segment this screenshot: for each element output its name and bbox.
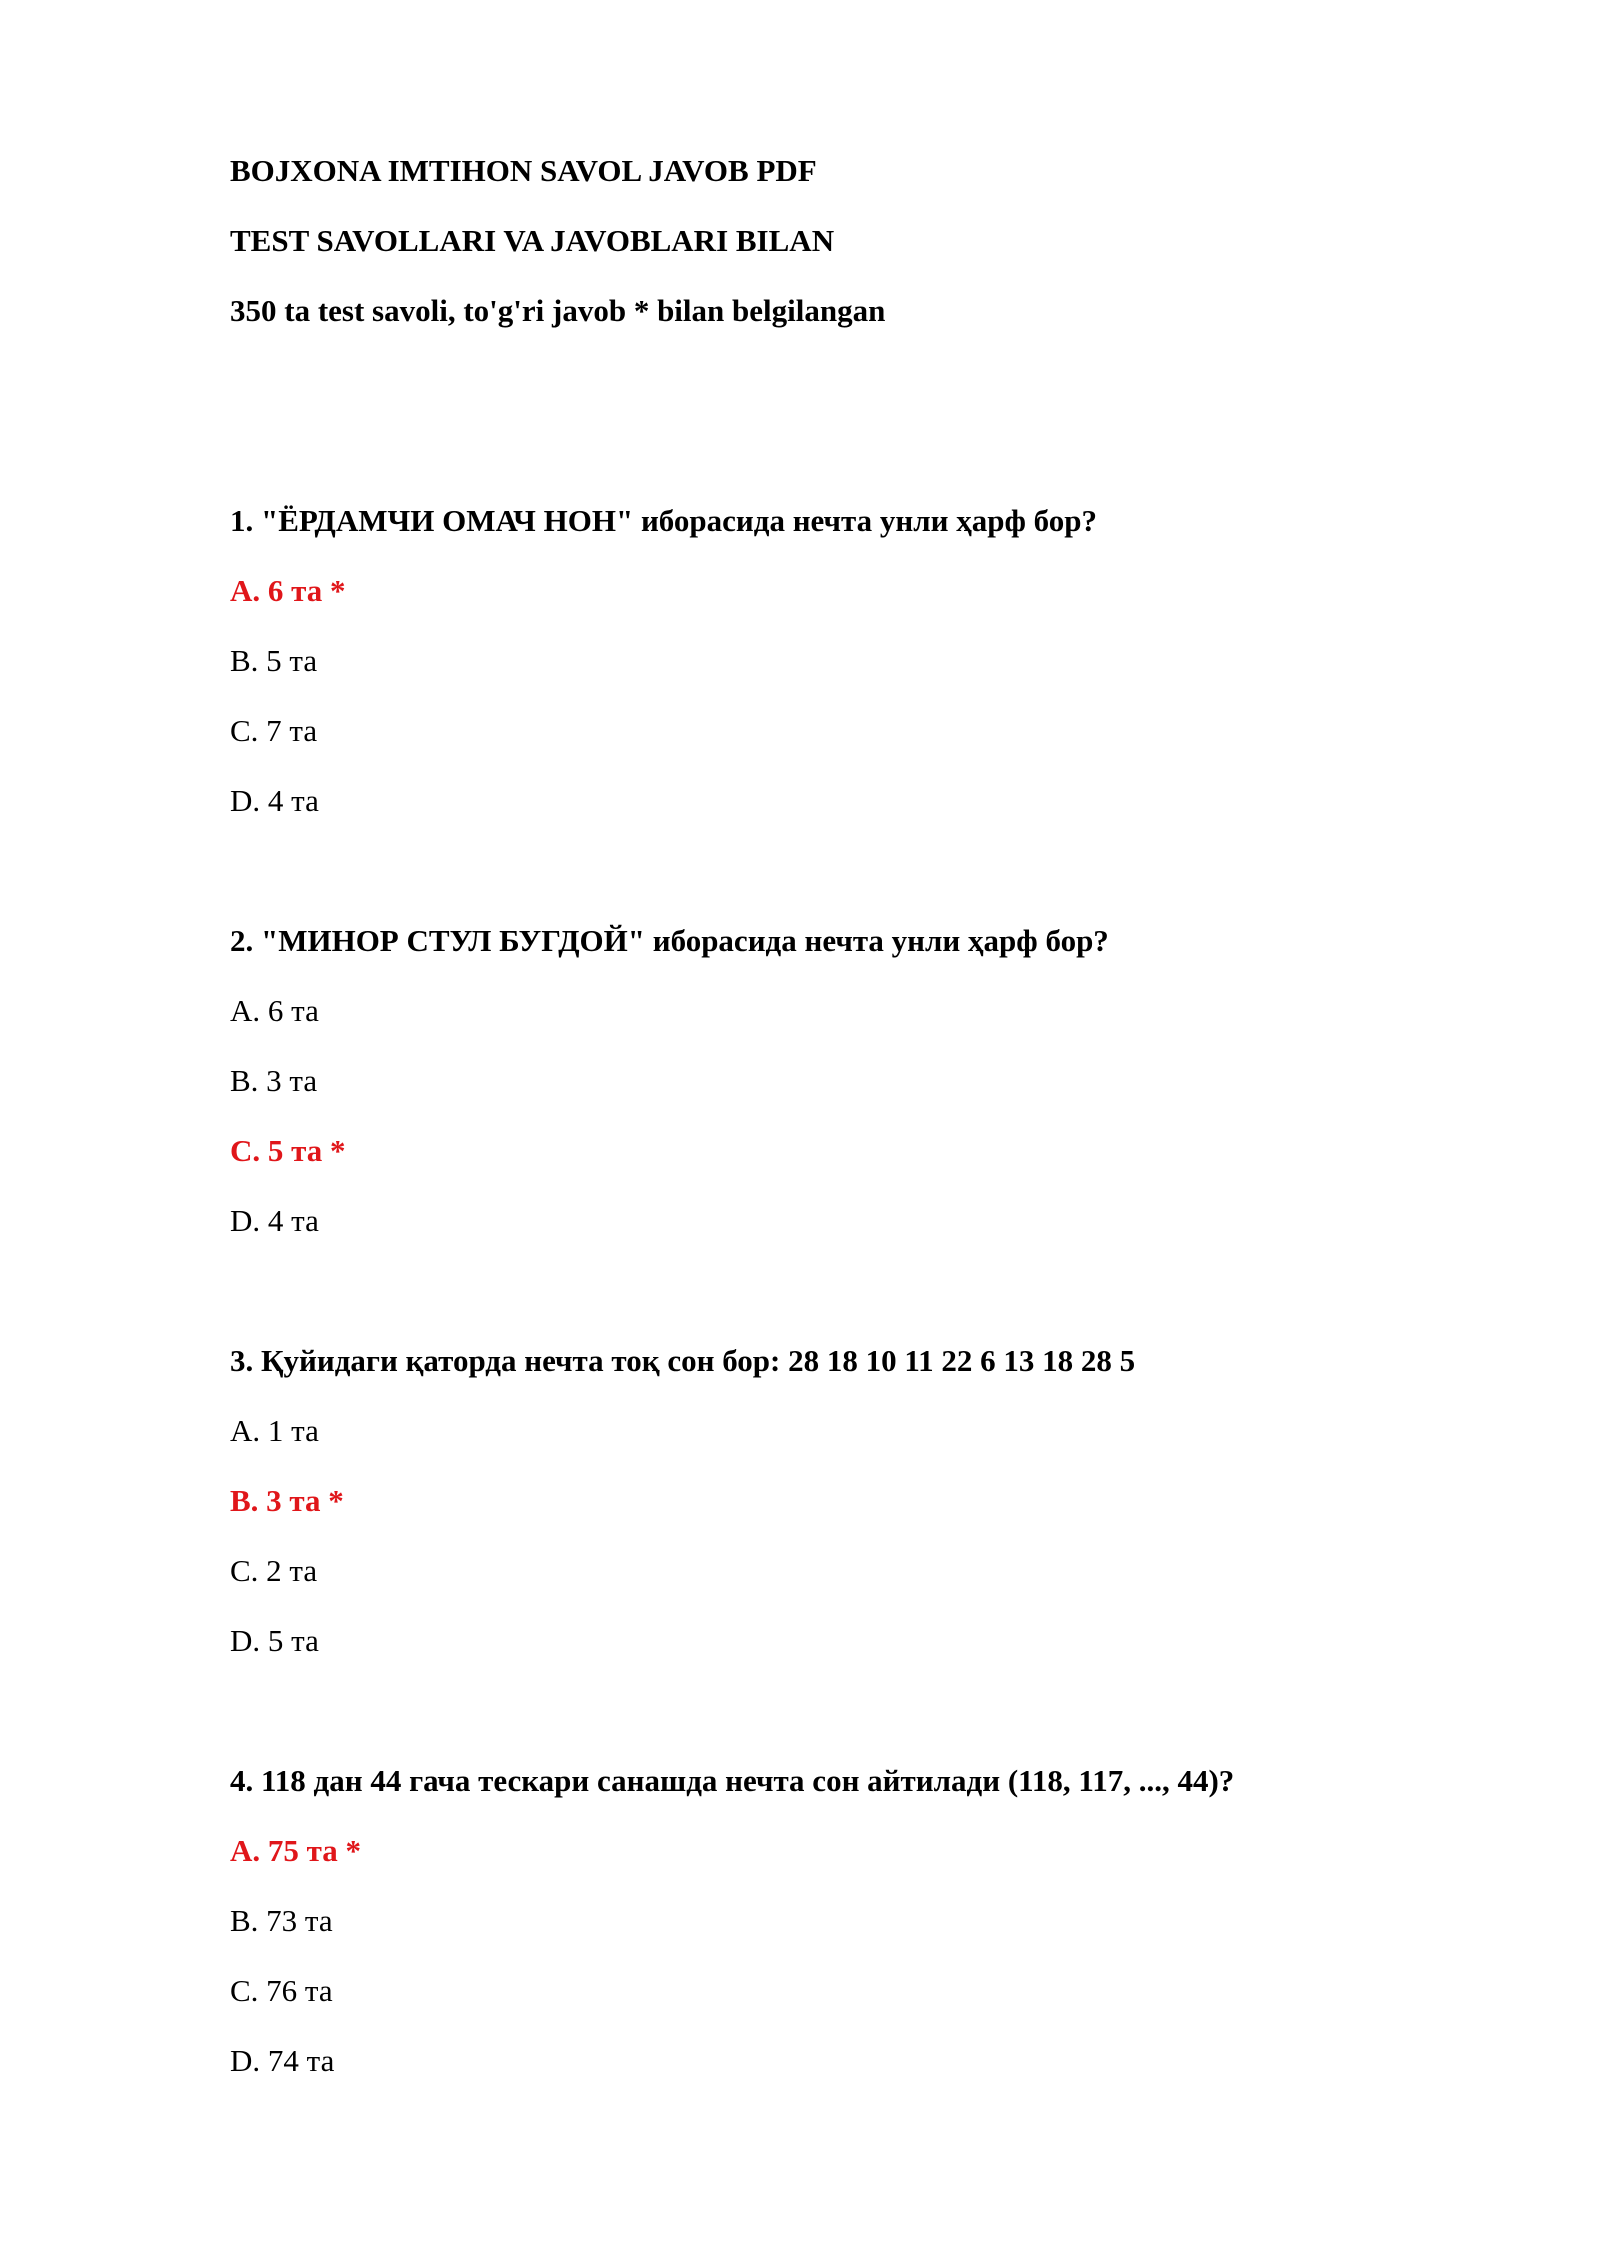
document-title: BOJXONA IMTIHON SAVOL JAVOB PDF xyxy=(230,153,817,188)
document-note: 350 ta test savoli, to'g'ri javob * bilan belgilangan xyxy=(230,293,886,328)
question-text: 2. "МИНОР СТУЛ БУГДОЙ" иборасида нечта унли ҳарф бор? xyxy=(230,923,1109,958)
answer-option: D. 4 та xyxy=(230,1203,319,1238)
answer-option: D. 4 та xyxy=(230,783,319,818)
answer-option: A. 1 та xyxy=(230,1413,319,1448)
question-text: 1. "ЁРДАМЧИ ОМАЧ НОН" иборасида нечта унли ҳарф бор? xyxy=(230,503,1098,538)
answer-option: D. 5 та xyxy=(230,1623,319,1658)
answer-option: C. 7 та xyxy=(230,713,318,748)
answer-option-correct: B. 3 та * xyxy=(230,1483,344,1518)
answer-option: D. 74 та xyxy=(230,2043,335,2078)
document-subtitle: TEST SAVOLLARI VA JAVOBLARI BILAN xyxy=(230,223,835,258)
answer-option: A. 6 та xyxy=(230,993,319,1028)
answer-option: B. 5 та xyxy=(230,643,318,678)
answer-option: C. 76 та xyxy=(230,1973,333,2008)
question-text: 4. 118 дан 44 гача тескари санашда нечта сон айтилади (118, 117, ..., 44)? xyxy=(230,1763,1235,1798)
answer-option: B. 3 та xyxy=(230,1063,318,1098)
answer-option-correct: C. 5 та * xyxy=(230,1133,346,1168)
answer-option: C. 2 та xyxy=(230,1553,318,1588)
answer-option-correct: A. 75 та * xyxy=(230,1833,361,1868)
answer-option-correct: A. 6 та * xyxy=(230,573,346,608)
question-text: 3. Қуйидаги қаторда нечта тоқ сон бор: 28 18 10 11 22 6 13 18 28 5 xyxy=(230,1343,1136,1378)
answer-option: B. 73 та xyxy=(230,1903,333,1938)
